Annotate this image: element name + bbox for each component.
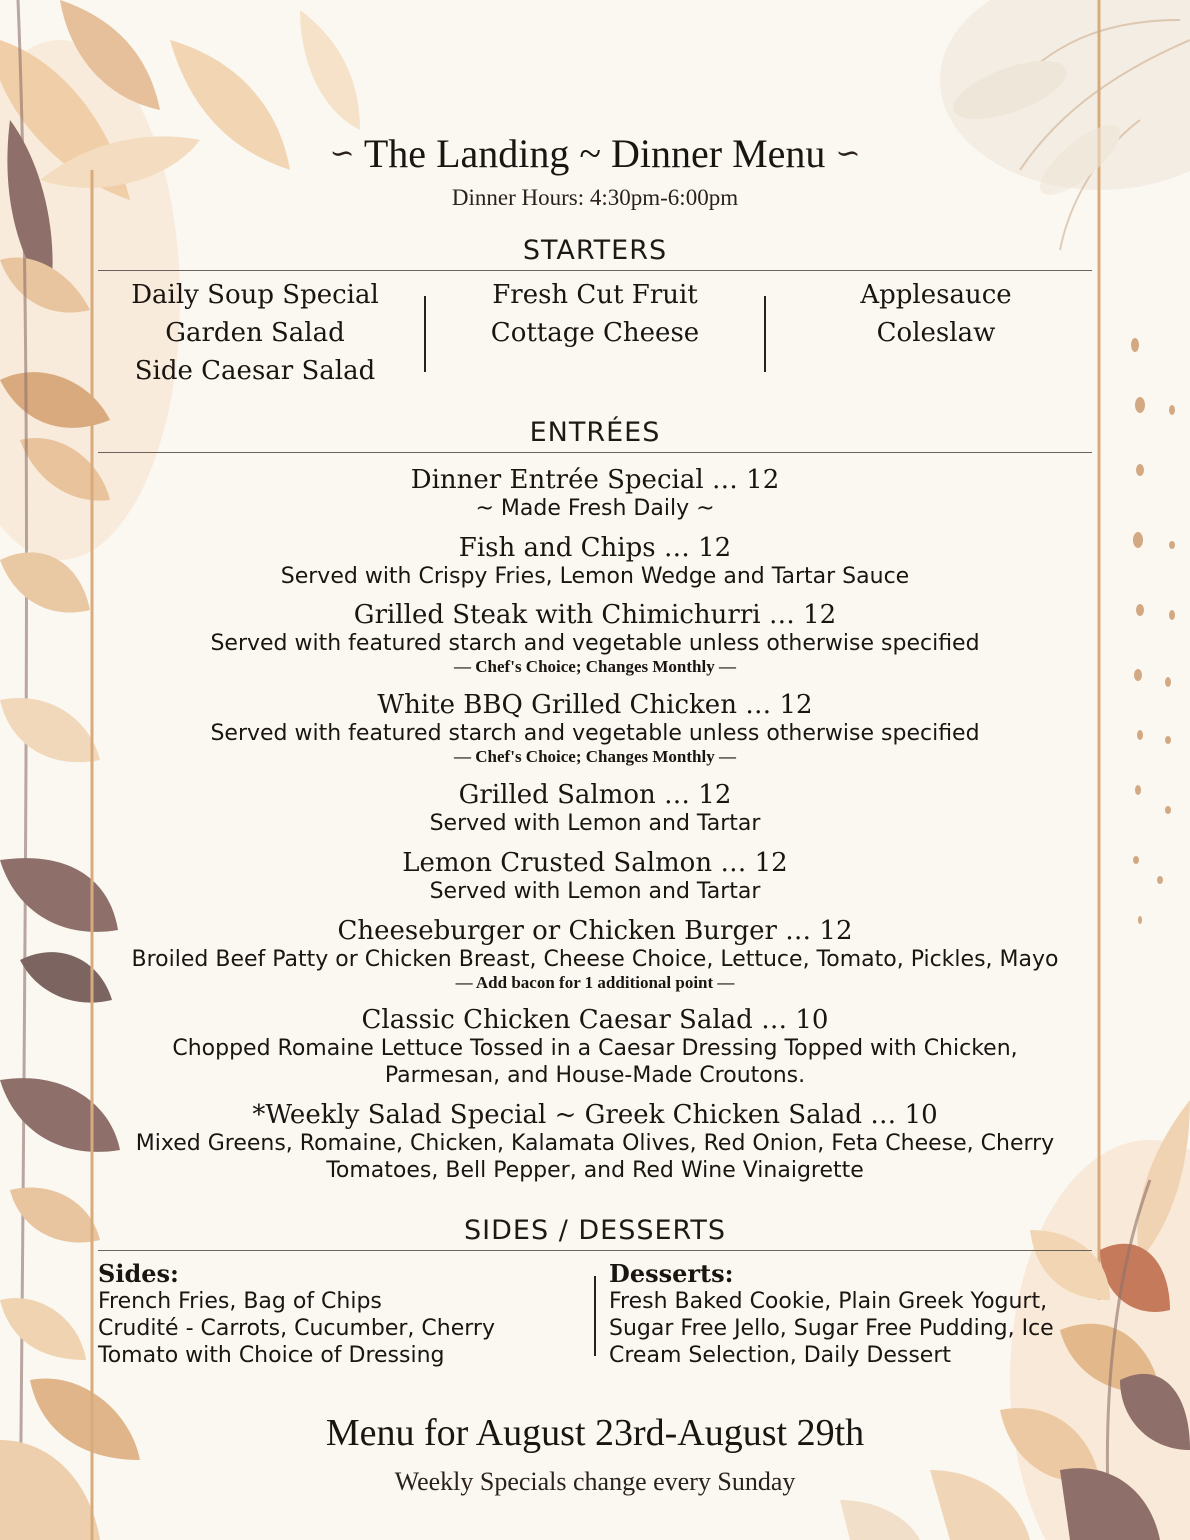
sides-desserts-divider <box>594 1276 596 1356</box>
entree-name: Lemon Crusted Salmon … 12 <box>402 848 788 878</box>
entree-name: Grilled Steak with Chimichurri … 12 <box>353 600 837 630</box>
entree-name: White BBQ Grilled Chicken … 12 <box>377 690 813 720</box>
starter-item: Fresh Cut Fruit <box>492 280 698 310</box>
entree-name: *Weekly Salad Special ~ Greek Chicken Salad … 10 <box>252 1100 938 1130</box>
sides-line: Crudité - Carrots, Cucumber, Cherry <box>98 1316 495 1341</box>
entree-item <box>100 690 1090 767</box>
menu-title-text: The Landing ~ Dinner Menu <box>363 131 826 176</box>
entree-description: Chopped Romaine Lettuce Tossed in a Caesar Dressing Topped with Chicken, <box>172 1036 1018 1061</box>
flourish-left-icon: ∽ <box>329 136 355 171</box>
entree-name: Dinner Entrée Special … 12 <box>410 465 780 495</box>
specials-note: Weekly Specials change every Sunday <box>394 1467 796 1496</box>
entree-description: Broiled Beef Patty or Chicken Breast, Cheese Choice, Lettuce, Tomato, Pickles, Mayo <box>131 947 1059 972</box>
dinner-hours: Dinner Hours: 4:30pm-6:00pm <box>451 185 739 210</box>
desserts-label: Desserts: <box>609 1259 734 1288</box>
starter-item: Side Caesar Salad <box>134 356 376 386</box>
starters-column-3 <box>766 276 1106 352</box>
entree-item <box>100 600 1090 677</box>
entree-item <box>100 465 1090 522</box>
starter-item: Cottage Cheese <box>490 318 700 348</box>
entree-item <box>100 533 1090 590</box>
sides-line: French Fries, Bag of Chips <box>98 1289 382 1314</box>
starter-item: Daily Soup Special <box>131 280 379 310</box>
entree-description: Tomatoes, Bell Pepper, and Red Wine Vinaigrette <box>326 1158 864 1183</box>
entree-note: — Chef's Choice; Changes Monthly — <box>454 657 736 676</box>
menu-title <box>0 130 1190 178</box>
entree-note: — Chef's Choice; Changes Monthly — <box>454 747 736 766</box>
entree-description: Served with Crispy Fries, Lemon Wedge and Tartar Sauce <box>280 564 910 589</box>
starter-item: Coleslaw <box>876 318 996 348</box>
starters-column-1 <box>85 276 425 390</box>
starters-heading: STARTERS <box>98 234 1092 271</box>
sides-line: Tomato with Choice of Dressing <box>98 1343 445 1368</box>
entree-description: Served with featured starch and vegetable unless otherwise specified <box>210 631 980 656</box>
starters-column-2 <box>425 276 765 352</box>
entree-name: Grilled Salmon … 12 <box>458 780 732 810</box>
entree-item <box>100 1100 1090 1184</box>
entree-item <box>100 916 1090 993</box>
menu-date-range: Menu for August 23rd-August 29th <box>325 1412 865 1454</box>
entrees-heading: ENTRÉES <box>98 416 1092 453</box>
flourish-right-icon: ∽ <box>835 136 861 171</box>
desserts-line: Sugar Free Jello, Sugar Free Pudding, Ice <box>609 1316 1054 1341</box>
entree-item <box>100 848 1090 905</box>
entree-note: — Add bacon for 1 additional point — <box>455 973 735 992</box>
starter-item: Applesauce <box>860 280 1012 310</box>
starter-item: Garden Salad <box>165 318 345 348</box>
entree-name: Classic Chicken Caesar Salad … 10 <box>361 1005 829 1035</box>
entree-name: Cheeseburger or Chicken Burger … 12 <box>337 916 853 946</box>
desserts-column <box>609 1260 1079 1369</box>
entree-description: Parmesan, and House-Made Croutons. <box>384 1063 806 1088</box>
sides-desserts-heading: SIDES / DESSERTS <box>98 1214 1092 1251</box>
entree-name: Fish and Chips … 12 <box>458 533 732 563</box>
entree-description: Mixed Greens, Romaine, Chicken, Kalamata Olives, Red Onion, Feta Cheese, Cherry <box>135 1131 1055 1156</box>
sides-column <box>98 1260 568 1369</box>
desserts-line: Cream Selection, Daily Dessert <box>609 1343 951 1368</box>
sides-label: Sides: <box>98 1259 179 1288</box>
entree-item <box>100 780 1090 837</box>
entree-description: ~ Made Fresh Daily ~ <box>475 496 715 521</box>
entree-description: Served with featured starch and vegetable unless otherwise specified <box>210 721 980 746</box>
entree-description: Served with Lemon and Tartar <box>429 879 761 904</box>
desserts-line: Fresh Baked Cookie, Plain Greek Yogurt, <box>609 1289 1048 1314</box>
entree-description: Served with Lemon and Tartar <box>429 811 761 836</box>
entree-item <box>100 1005 1090 1089</box>
